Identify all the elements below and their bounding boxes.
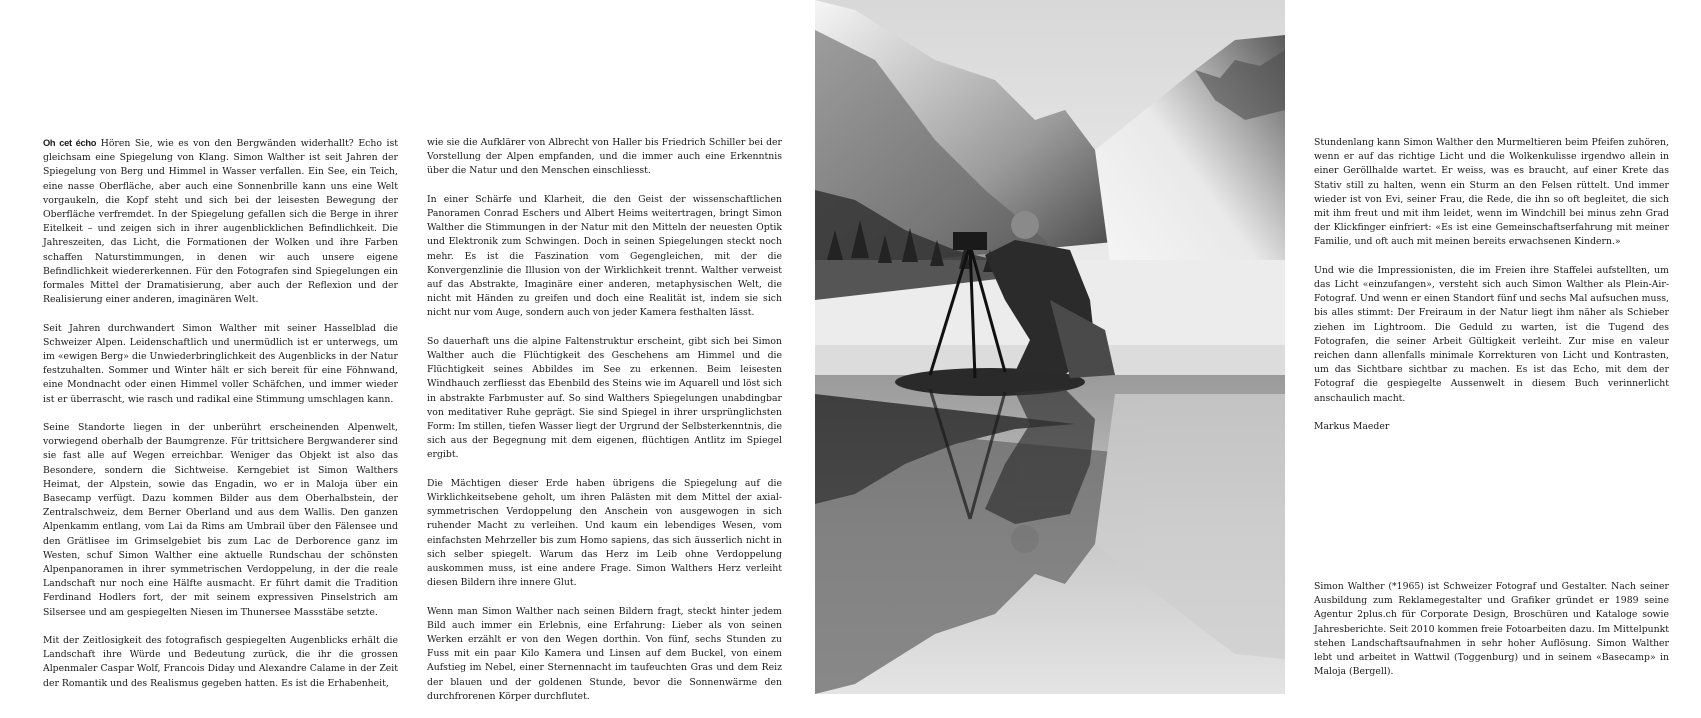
paragraph: Die Mächtigen dieser Erde haben übrigens die Spiegelung auf die Wirklichkeitsebene geholt, um ihren Palästen mit dem Mittel der axial-symmetrischen Verdoppelung den Anschein von ausgewogen in sich ruhender Macht zu verleihen. Und kaum ein lebendiges Wesen, vom einfachsten Mehrzeller bis zum Homo sapiens, das sich äusserlich nicht in sich selber spiegelt. Warum das Herz im Leib ohne Verdoppelung auskommen muss, ist eine andere Frage. Simon Walthers Herz verleiht diesen Bildern ihre innere Glut. — [427, 477, 782, 589]
text-column-2 — [427, 136, 782, 718]
paragraph: Und wie die Impressionisten, die im Freien ihre Staffelei aufstellten, um das Licht «einzufangen», versteht sich auch Simon Walther als Plein-Air-Fotograf. Und wenn er einen Standort fünf und sechs Mal aufsuchen muss, bis alles stimmt: Der Freiraum in der Natur liegt ihm näher als Schieber ziehen im Lightroom. Die Geduld zu warten, ist die Tugend des Fotografen, die seiner Arbeit Gültigkeit verleiht. Zur mise en valeur reichen dann allenfalls minimale Korrekturen von Licht und Kontrasten, um das Sichtbare sichtbar zu machen. Es ist das Echo, mit dem der Fotograf die gespiegelte Aussenwelt in diesem Buch verinnerlicht anschaulich macht. — [1314, 264, 1669, 404]
author-signature: Markus Maeder — [1314, 421, 1390, 433]
paragraph: Seit Jahren durchwandert Simon Walther mit seiner Hasselblad die Schweizer Alpen. Leidenschaftlich und unermüdlich ist er unterwegs, um im «ewigen Berg» die Unwiederbringlichkeit des Augenblicks in der Natur festzuhalten. Sommer und Winter hält er sich bereit für eine Föhnwand, eine Mondnacht oder einen Himmel voller Schäfchen, und immer wieder ist er überrascht, wie rasch und radikal eine Stimmung umschlagen kann. — [43, 322, 398, 405]
text-column-1 — [43, 136, 398, 705]
paragraph — [43, 136, 398, 307]
paragraph: So dauerhaft uns die alpine Faltenstruktur erscheint, gibt sich bei Simon Walther auch die Flüchtigkeit des Geschehens am Himmel und die Flüchtigkeit seines Abbildes im See zu erkennen. Beim leisesten Windhauch zerfliesst das Ebenbild des Steins wie im Aquarell und löst sich in abstrakte Farbmuster auf. So sind Walthers Spiegelungen unabdingbar von meditativer Ruhe geprägt. Sie sind Spiegel in ihrer ursprünglichsten Form: Im stillen, tiefen Wasser liegt der Urgrund der Selbsterkenntnis, die sich aus der Begegnung mit dem eigenen, flüchtigen Antlitz im Spiegel ergibt. — [427, 335, 782, 461]
paragraph: In einer Schärfe und Klarheit, die den Geist der wissenschaftlichen Panoramen Conrad Eschers und Albert Heims weitertragen, bringt Simon Walther die Stimmungen in der Natur mit den Mitteln der neuesten Optik und Elektronik zum Schwingen. Doch in seinen Spiegelungen steckt noch mehr. Es ist die Faszination vom Gegengleichen, mit der die Konvergenzlinie die Illusion von der Wirklichkeit trennt. Walther verweist auf das Abstrakte, Imaginäre einer anderen, metaphysischen Welt, die nicht mit Händen zu greifen und doch eine Realität ist, indem sie sich nicht nur vom Auge, sondern auch von jeder Kamera festhalten lässt. — [427, 193, 782, 319]
paragraph: Stundenlang kann Simon Walther den Murmeltieren beim Pfeifen zuhören, wenn er auf das richtige Licht und die Wolkenkulisse irgendwo allein in einer Geröllhalde wartet. Er weiss, was es braucht, auf einer Krete das Stativ still zu halten, wenn ein Sturm an den Felsen rüttelt. Und immer wieder ist von Evi, seiner Frau, die Rede, die ihn so oft begleitet, die sich mit ihm freut und mit ihm leidet, wenn im Windchill bei minus zehn Grad der Klickfinger einfriert: «Es ist eine Gemeinschaftserfahrung mit meiner Familie, und oft auch mit meinen bereits erwachsenen Kindern.» — [1314, 137, 1669, 248]
lead-heading: Oh cet écho — [43, 138, 97, 148]
text-column-4 — [1314, 136, 1669, 448]
paragraph: Wenn man Simon Walther nach seinen Bildern fragt, steckt hinter jedem Bild auch immer ein Erlebnis, eine Erfahrung: Lieber als von seinen Werken erzählt er von den Wegen dorthin. Von fünf, sechs Stunden zu Fuss mit ein paar Kilo Kamera und Linsen auf dem Buckel, von einem Aufstieg im Nebel, einer Sternennacht im taufeuchten Gras und dem Reiz der blauen und der goldenen Stunde, bevor die Sonnenwärme den durchfrorenen Körper durchflutet. — [427, 605, 782, 702]
paragraph: Seine Standorte liegen in der unberührt erscheinenden Alpenwelt, vorwiegend oberhalb der Baumgrenze. Für trittsichere Bergwanderer sind sie fast alle auf Wegen erreichbar. Weniger das Objekt ist also das Besondere, sondern die Sichtweise. Kerngebiet ist Simon Walthers Heimat, der Alpstein, sowie das Engadin, wo er in Maloja über ein Basecamp verfügt. Dazu kommen Bilder aus dem Oberhalbstein, der Zentralschweiz, dem Berner Oberland und aus dem Wallis. Den ganzen Alpenkamm entlang, vom Lai da Rims am Umbrail über den Fälensee und den Grätlisee im Grimselgebiet bis zum Lac de Derborence ganz im Westen, schuf Simon Walther eine aktuelle Rundschau der schönsten Alpenpanoramen in ihrer symmetrischen Verdoppelung, in der die reale Landschaft nur noch eine Hälfte ausmacht. Er führt damit die Tradition Ferdinand Hodlers fort, der mit seinem expressiven Pinselstrich am Silsersee und am gespiegelten Niesen im Thunersee Massstäbe setzte. — [43, 422, 398, 618]
paragraph: wie sie die Aufklärer von Albrecht von Haller bis Friedrich Schiller bei der Vorstellung der Alpen empfanden, und die immer auch eine Erkenntnis über die Natur und den Menschen einschliesst. — [427, 137, 782, 177]
author-bio: Simon Walther (*1965) ist Schweizer Fotograf und Gestalter. Nach seiner Ausbildung zum Reklamegestalter und Grafiker gründet er 1989 seine Agentur 2plus.ch für Corporate Design, Broschüren und Kataloge sowie Jahresberichte. Seit 2010 kommen freie Fotoarbeiten dazu. Im Mittelpunkt stehen Landschaftsaufnahmen in sehr hoher Auflösung. Simon Walther lebt und arbeitet in Wattwil (Toggenburg) und in seinem «Basecamp» in Maloja (Bergell). — [1314, 581, 1669, 678]
paragraph-text: Hören Sie, wie es von den Bergwänden widerhallt? Echo ist gleichsam eine Spiegelung von Klang. Simon Walther ist seit Jahren der Spiegelung von Berg und Himmel in Wasser verfallen. Ein See, ein Teich, eine nasse Oberfläche, aber auch eine Sonnenbrille kann uns eine Welt vorgaukeln, die Kopf steht und sich bei der leisesten Bewegung der Oberfläche verfremdet. In der Spiegelung gefallen sich die Berge in ihrer Eitelkeit – und zeigen sich in ihrer augenblicklichen Befindlichkeit. Die Jahreszeiten, das Licht, die Formationen der Wolken und ihre Farben schaffen Naturstimmungen, in denen wir auch unsere eigene Befindlichkeit wiedererkennen. Für den Fotografen sind Spiegelungen ein formales Mittel der Dramatisierung, aber auch der Reflexion und der Realisierung einer anderen, imaginären Welt. — [43, 138, 398, 306]
paragraph: Mit der Zeitlosigkeit des fotografisch gespiegelten Augenblicks erhält die Landschaft ihre Würde und Bedeutung zurück, die ihr die grossen Alpenmaler Caspar Wolf, Francois Diday und Alexandre Calame in der Zeit der Romantik und des Realismus gegeben hatten. Es ist die Erhabenheit, — [43, 635, 398, 689]
reflection-photograph — [815, 0, 1285, 694]
